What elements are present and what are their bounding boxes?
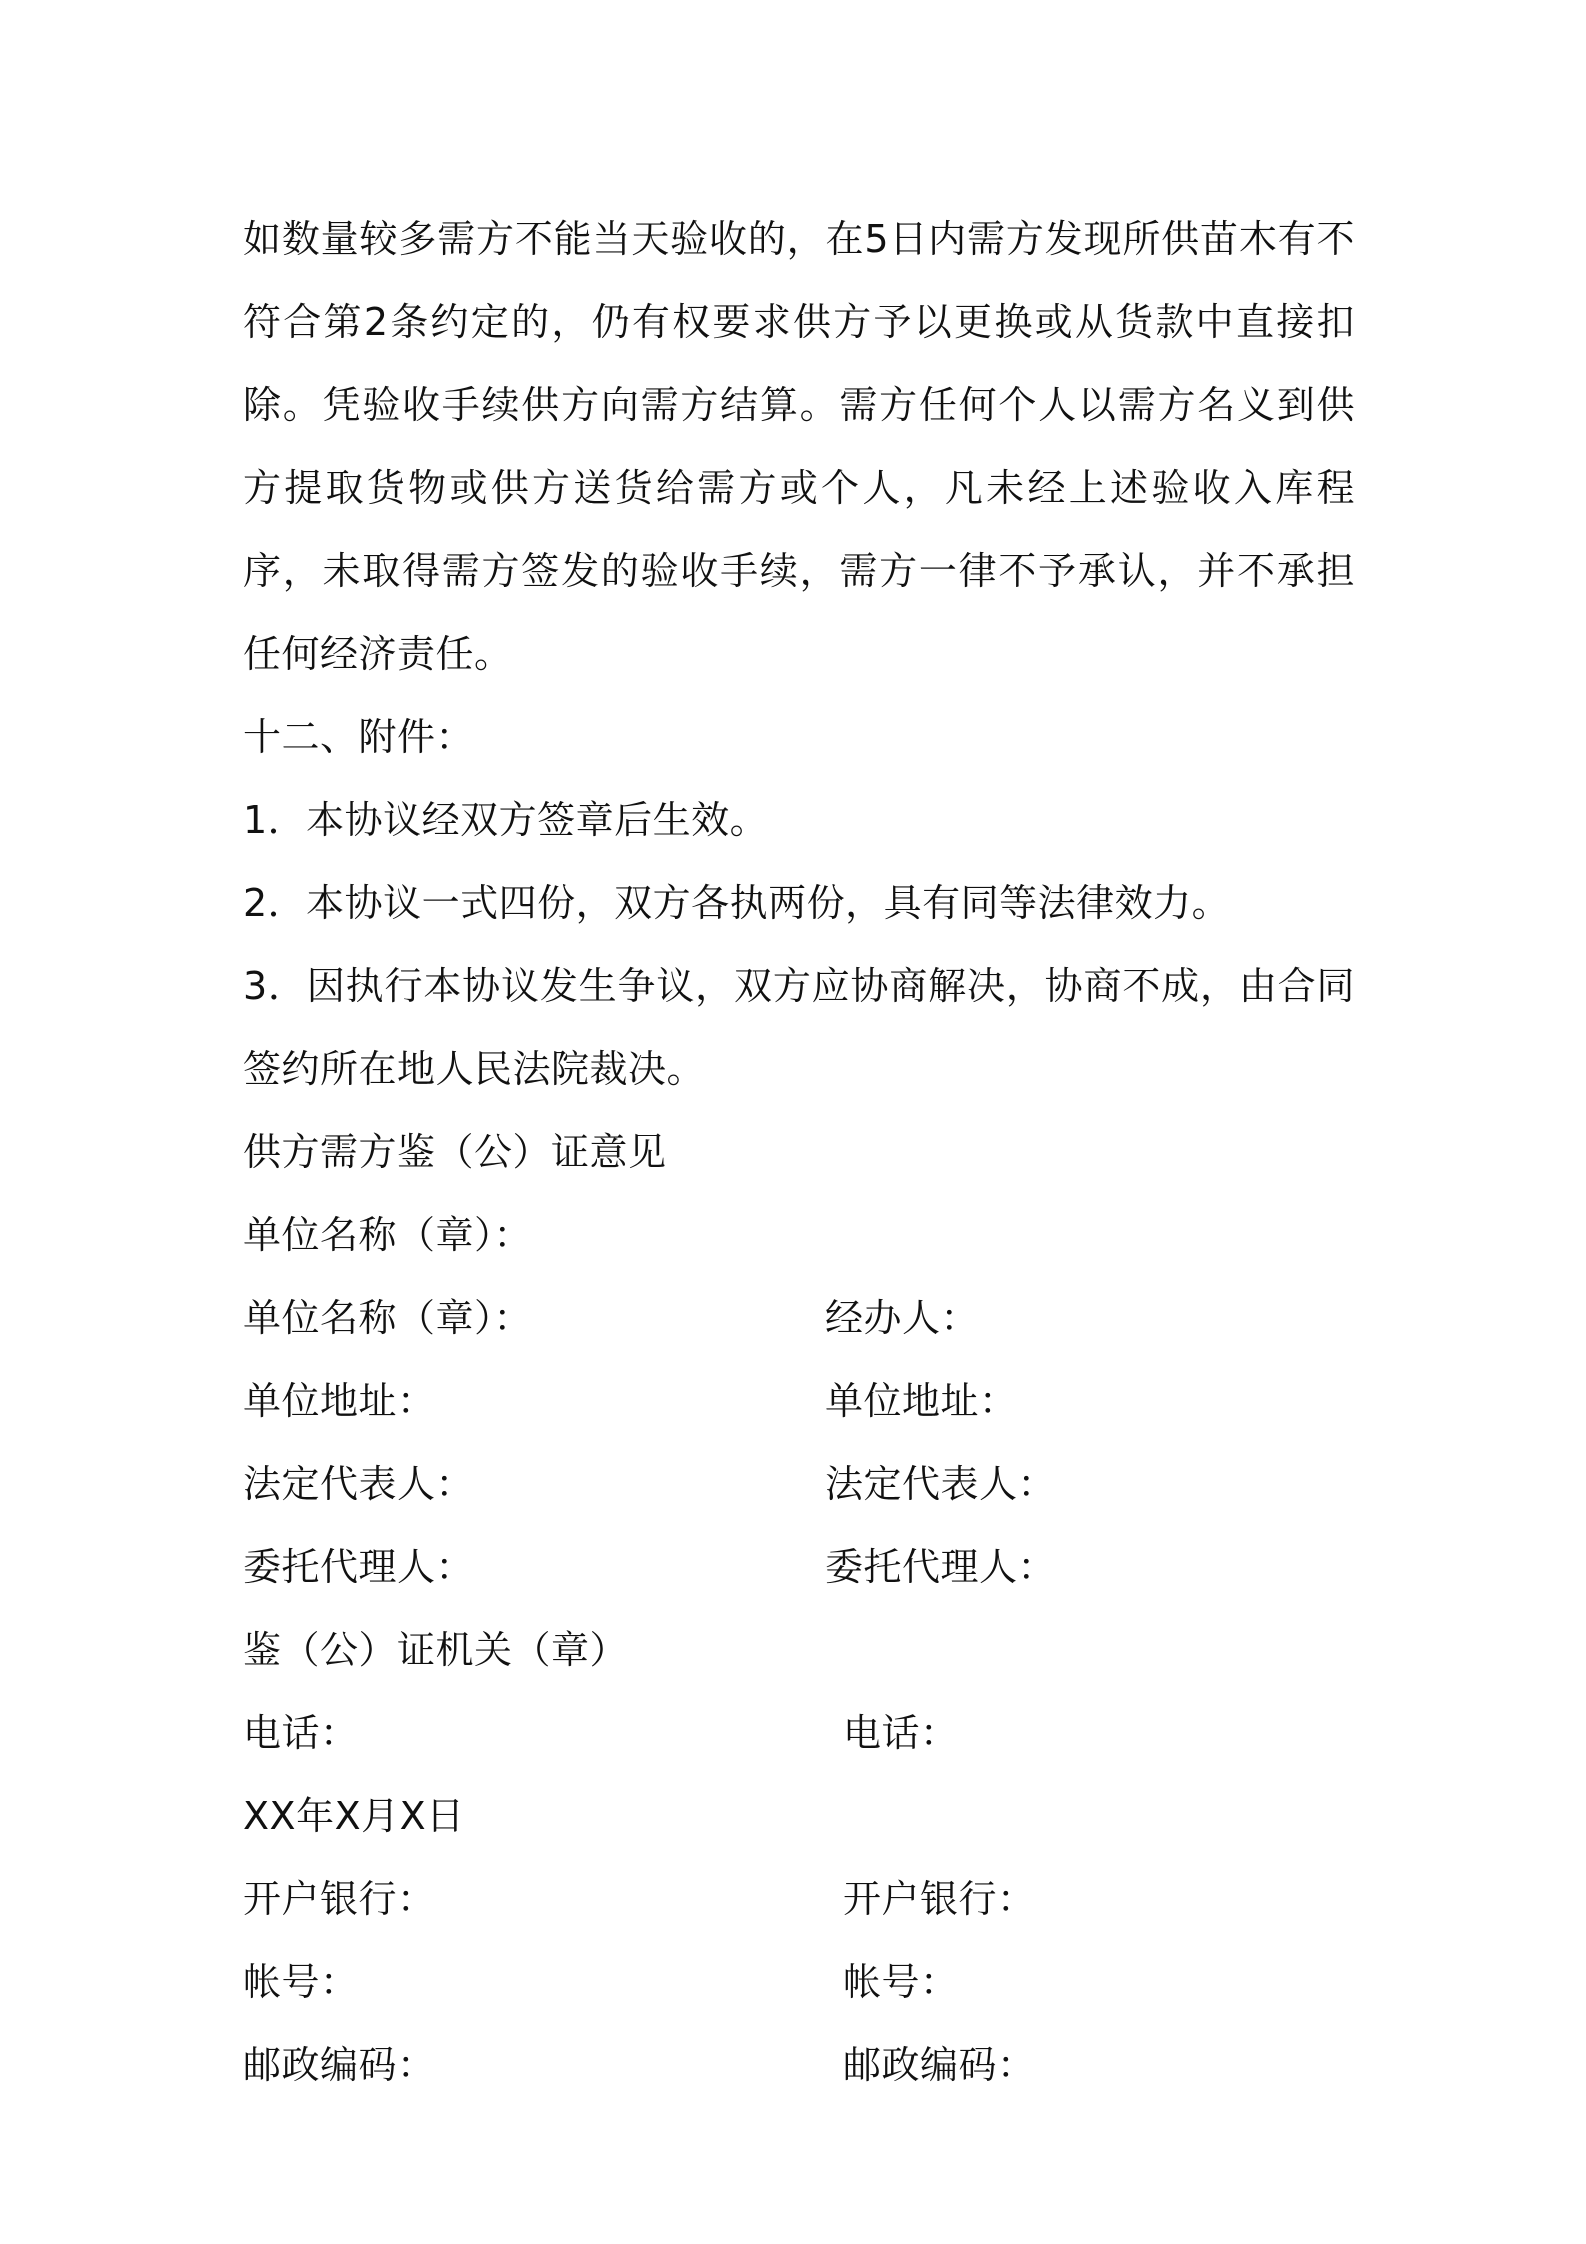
signature-header: 供方需方鉴（公）证意见 — [243, 1130, 667, 1174]
unit-name-left: 单位名称（章）： — [243, 1296, 533, 1340]
phone-row — [243, 1692, 1355, 1775]
section-12-heading: 十二、附件： — [243, 715, 475, 759]
phone-right: 电话： — [843, 1711, 959, 1755]
phone-left: 电话： — [243, 1711, 359, 1755]
legal-rep-left: 法定代表人： — [243, 1462, 475, 1506]
unit-name-single: 单位名称（章）： — [243, 1213, 533, 1257]
account-row — [243, 1941, 1355, 2024]
account-right: 帐号： — [843, 1960, 959, 2004]
legal-rep-right: 法定代表人： — [825, 1462, 1057, 1506]
notary-office: 鉴（公）证机关（章） — [243, 1628, 629, 1672]
unit-address-row — [243, 1360, 1355, 1443]
postcode-left: 邮政编码： — [243, 2043, 436, 2087]
unit-name-row — [243, 1277, 1355, 1360]
document-body — [243, 198, 1355, 2107]
postcode-right: 邮政编码： — [843, 2043, 1036, 2087]
agent-right: 委托代理人： — [825, 1545, 1057, 1589]
unit-address-left: 单位地址： — [243, 1379, 436, 1423]
clause-1: 1．本协议经双方签章后生效。 — [243, 798, 769, 842]
legal-rep-row — [243, 1443, 1355, 1526]
bank-left: 开户银行： — [243, 1877, 436, 1921]
bank-row — [243, 1858, 1355, 1941]
account-left: 帐号： — [243, 1960, 359, 2004]
agent-row — [243, 1526, 1355, 1609]
handler-right: 经办人： — [825, 1296, 980, 1340]
postcode-row — [243, 2024, 1355, 2107]
agent-left: 委托代理人： — [243, 1545, 475, 1589]
clause-2: 2．本协议一式四份，双方各执两份，具有同等法律效力。 — [243, 881, 1231, 925]
acceptance-paragraph: 如数量较多需方不能当天验收的，在5日内需方发现所供苗木有不符合第2条约定的，仍有权要求供方予以更换或从货款中直接扣除。凭验收手续供方向需方结算。需方任何个人以需方名义到供方提取货物或供方送货给需方或个人，凡未经上述验收入库程序，未取得需方签发的验收手续，需方一律不予承认，并不承担任何经济责任。 — [243, 217, 1355, 676]
unit-address-right: 单位地址： — [825, 1379, 1018, 1423]
clause-3: 3．因执行本协议发生争议，双方应协商解决，协商不成，由合同签约所在地人民法院裁决。 — [243, 964, 1355, 1091]
bank-right: 开户银行： — [843, 1877, 1036, 1921]
date-line: XX年X月X日 — [243, 1794, 465, 1838]
